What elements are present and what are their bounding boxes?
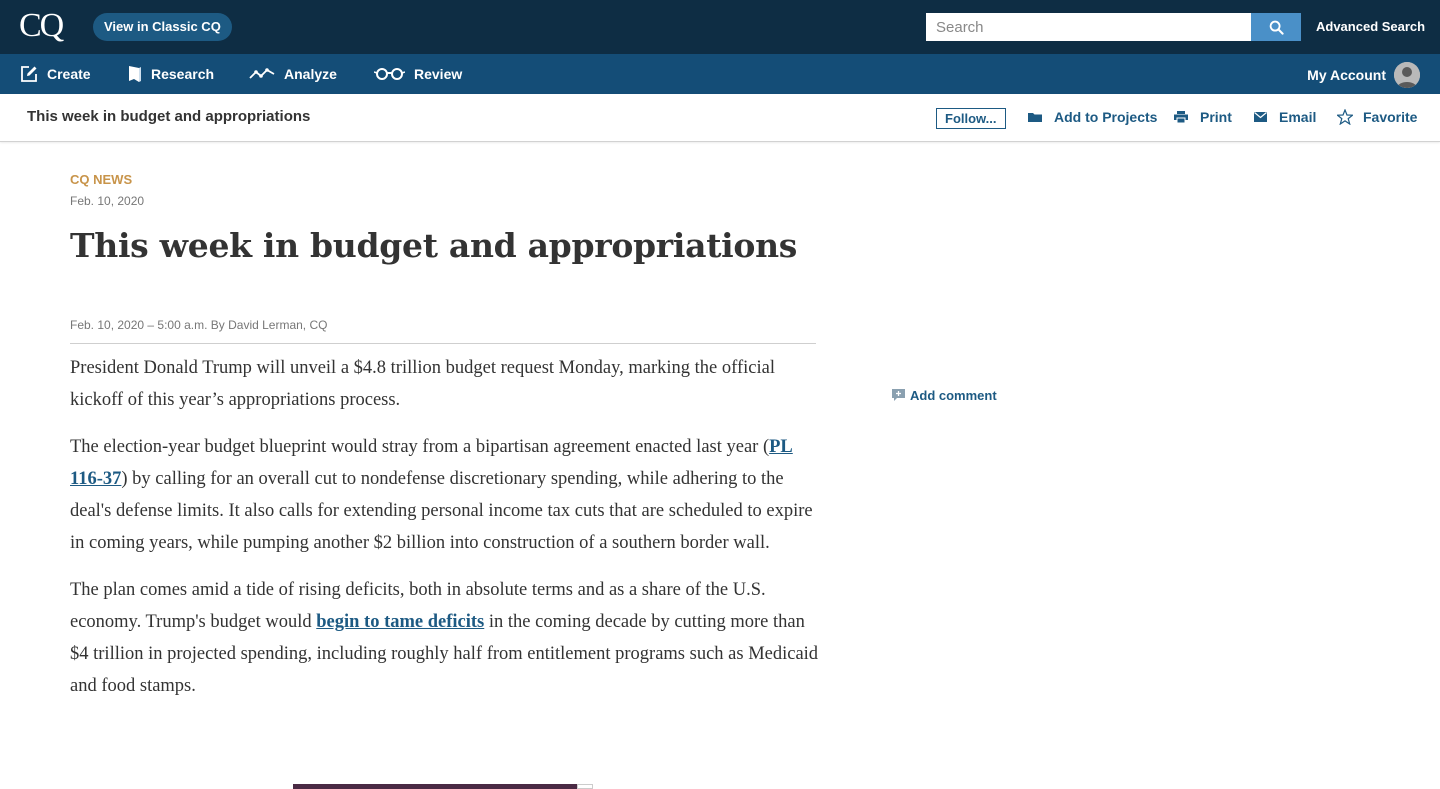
avatar[interactable] xyxy=(1394,62,1420,88)
article-kicker[interactable]: CQ NEWS xyxy=(70,172,133,187)
nav-review[interactable] xyxy=(374,54,462,94)
tame-deficits-link[interactable]: begin to tame deficits xyxy=(316,612,485,632)
top-bar xyxy=(0,0,1440,54)
nav-create[interactable] xyxy=(20,54,91,94)
search-icon xyxy=(1269,20,1284,35)
document-toolbar xyxy=(0,94,1440,142)
nav-research-label: Research xyxy=(151,66,215,82)
add-comment-button[interactable] xyxy=(892,388,997,403)
email-button[interactable] xyxy=(1254,109,1316,125)
article-body xyxy=(70,352,820,717)
paragraph-2-text: The election-year budget blueprint would stray from a bipartisan agreement enacted last year ( xyxy=(70,437,770,457)
star-icon xyxy=(1337,109,1353,125)
search-input[interactable] xyxy=(926,13,1251,41)
comment-icon xyxy=(892,389,905,402)
bookmark-icon xyxy=(128,65,142,83)
nav-review-label: Review xyxy=(414,66,463,82)
my-account-menu[interactable] xyxy=(1307,62,1420,88)
print-label: Print xyxy=(1200,109,1232,125)
add-to-projects-label: Add to Projects xyxy=(1054,109,1158,125)
favorite-button[interactable] xyxy=(1337,109,1417,125)
search-button[interactable] xyxy=(1251,13,1301,41)
email-icon xyxy=(1254,112,1267,122)
user-icon xyxy=(1394,62,1420,88)
edit-icon xyxy=(20,65,38,83)
print-button[interactable] xyxy=(1174,109,1232,125)
paragraph-1: President Donald Trump will unveil a $4.8 trillion budget request Monday, marking the official kickoff of this year’s appropriations process. xyxy=(70,358,775,410)
pl-116-37-link[interactable]: PL 116-37 xyxy=(70,437,793,489)
nav-create-label: Create xyxy=(47,66,91,82)
favorite-label: Favorite xyxy=(1363,109,1418,125)
advanced-search-link[interactable]: Advanced Search xyxy=(1316,19,1426,34)
glasses-icon xyxy=(374,67,405,81)
byline-divider xyxy=(70,343,816,344)
cq-logo[interactable]: CQ xyxy=(19,7,63,44)
nav-research[interactable] xyxy=(128,54,214,94)
add-to-projects-button[interactable] xyxy=(1028,109,1157,125)
my-account-label: My Account xyxy=(1307,67,1386,83)
folder-icon xyxy=(1028,111,1042,123)
email-label: Email xyxy=(1279,109,1317,125)
article-headline: This week in budget and appropriations xyxy=(70,226,798,265)
paragraph-3-text: The plan comes amid a tide of rising deficits, both in absolute terms and as a share of the U.S. economy. Trump's budget would xyxy=(70,580,766,632)
paragraph-2 xyxy=(70,431,820,559)
paragraph-2-text-cont: ) by calling for an overall cut to nondefense discretionary spending, while adhering to the deal's defense limits. It also calls for extending personal income tax cuts that are scheduled to expire in coming years, while pumping another $2 billion into construction of a southern border wall. xyxy=(70,469,813,553)
ad-banner[interactable] xyxy=(293,784,593,789)
print-icon xyxy=(1174,111,1188,123)
paragraph-3-text-cont: in the coming decade by cutting more than $4 trillion in projected spending, including roughly half from entitlement programs such as Medicaid and food stamps. xyxy=(70,612,819,696)
main-nav xyxy=(0,54,1440,94)
trend-icon xyxy=(249,67,275,81)
nav-analyze[interactable] xyxy=(249,54,337,94)
follow-button[interactable]: Follow... xyxy=(936,108,1006,129)
add-comment-label: Add comment xyxy=(910,388,997,403)
article-byline: Feb. 10, 2020 – 5:00 a.m. By David Lerman, CQ xyxy=(70,318,328,332)
paragraph-3 xyxy=(70,574,820,702)
view-classic-button[interactable]: View in Classic CQ xyxy=(93,13,232,41)
nav-analyze-label: Analyze xyxy=(284,66,337,82)
article-date: Feb. 10, 2020 xyxy=(70,194,145,208)
toolbar-title: This week in budget and appropriations xyxy=(27,108,311,125)
ad-choices-icon[interactable] xyxy=(577,784,593,789)
